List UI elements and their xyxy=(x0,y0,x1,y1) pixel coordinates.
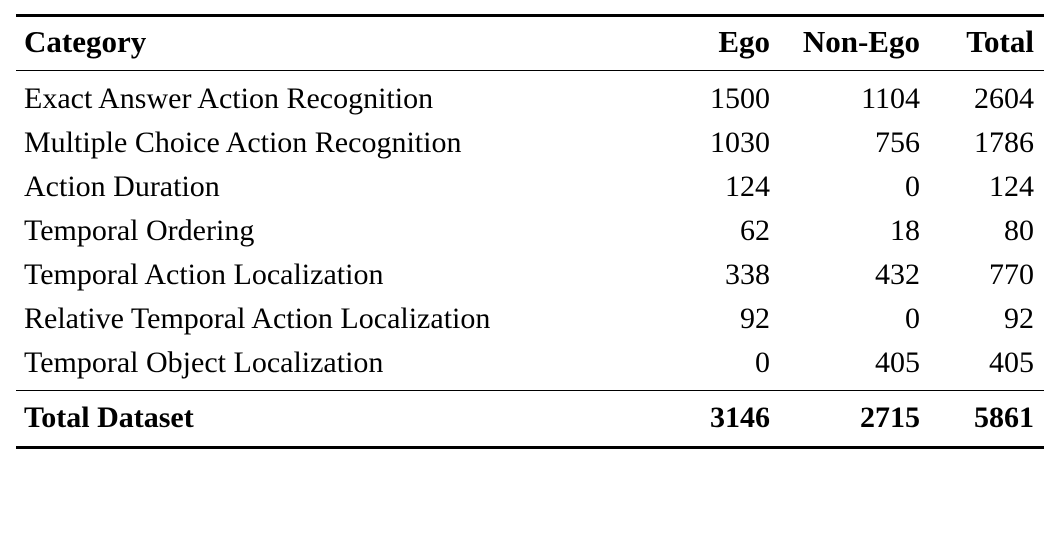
cell-total-ego: 3146 xyxy=(710,401,770,434)
cell-total-total: 5861 xyxy=(974,401,1034,434)
cell-ego: 338 xyxy=(725,258,770,291)
column-header-non-ego: Non-Ego xyxy=(802,24,920,59)
cell-category: Relative Temporal Action Localization xyxy=(24,302,491,335)
table-footer xyxy=(16,391,1044,450)
cell-total: 80 xyxy=(1004,214,1034,247)
column-header-total: Total xyxy=(966,24,1034,59)
header-row xyxy=(16,17,1044,71)
cell-total: 92 xyxy=(1004,302,1034,335)
cell-ego: 124 xyxy=(725,170,770,203)
cell-ego: 0 xyxy=(755,346,770,379)
cell-total: 124 xyxy=(989,170,1034,203)
cell-ego: 92 xyxy=(740,302,770,335)
cell-category: Action Duration xyxy=(24,170,220,203)
cell-total: 405 xyxy=(989,346,1034,379)
table-row xyxy=(16,297,1044,341)
cell-total-non-ego: 2715 xyxy=(860,401,920,434)
bottom-rule xyxy=(16,448,1044,450)
cell-category: Temporal Object Localization xyxy=(24,346,384,379)
cell-non-ego: 405 xyxy=(875,346,920,379)
cell-total: 2604 xyxy=(974,82,1034,115)
table-row xyxy=(16,165,1044,209)
cell-non-ego: 0 xyxy=(905,170,920,203)
cell-non-ego: 18 xyxy=(890,214,920,247)
cell-ego: 1500 xyxy=(710,82,770,115)
cell-category: Exact Answer Action Recognition xyxy=(24,82,434,115)
cell-non-ego: 0 xyxy=(905,302,920,335)
table-row xyxy=(16,341,1044,391)
cell-non-ego: 432 xyxy=(875,258,920,291)
cell-category: Temporal Ordering xyxy=(24,214,255,247)
cell-category: Temporal Action Localization xyxy=(24,258,384,291)
column-header-ego: Ego xyxy=(718,24,770,59)
cell-total: 770 xyxy=(989,258,1034,291)
table-body xyxy=(16,71,1044,391)
cell-ego: 62 xyxy=(740,214,770,247)
cell-non-ego: 756 xyxy=(875,126,920,159)
dataset-statistics-table xyxy=(16,14,1044,449)
total-row xyxy=(16,391,1044,448)
cell-total: 1786 xyxy=(974,126,1034,159)
table-row xyxy=(16,209,1044,253)
table-row xyxy=(16,253,1044,297)
cell-ego: 1030 xyxy=(710,126,770,159)
table-row xyxy=(16,71,1044,121)
cell-total-label: Total Dataset xyxy=(24,401,194,434)
table-row xyxy=(16,121,1044,165)
table-header xyxy=(16,16,1044,72)
column-header-category: Category xyxy=(24,24,147,59)
cell-category: Multiple Choice Action Recognition xyxy=(24,126,462,159)
cell-non-ego: 1104 xyxy=(861,82,920,115)
